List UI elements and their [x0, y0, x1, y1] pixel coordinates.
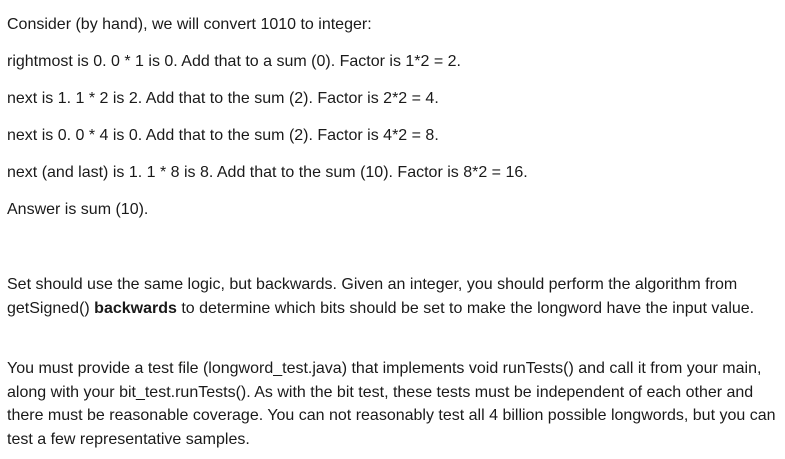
step-last: next (and last) is 1. 1 * 8 is 8. Add that to the sum (10). Factor is 8*2 = 16.	[7, 164, 528, 181]
set-paragraph-start: Set should use the same logic, but backwards. Given an integer, you should perform the algorithm from getSigned()	[7, 276, 738, 317]
step-second: next is 1. 1 * 2 is 2. Add that to the sum (2). Factor is 2*2 = 4.	[7, 90, 439, 107]
test-paragraph: You must provide a test file (longword_test.java) that implements void runTests() and call it from your main, along with your bit_test.runTests(). As with the bit test, these tests must be independent of each other and there must be reasonable coverage. You can not reasonably test all 4 billion possible longwords, but you can test a few representative samples.	[7, 360, 776, 448]
step-rightmost: rightmost is 0. 0 * 1 is 0. Add that to a sum (0). Factor is 1*2 = 2.	[7, 53, 461, 70]
intro-line: Consider (by hand), we will convert 1010 to integer:	[7, 16, 372, 33]
backwards-emphasis: backwards	[94, 299, 177, 317]
answer-line: Answer is sum (10).	[7, 201, 149, 218]
step-third: next is 0. 0 * 4 is 0. Add that to the sum (2). Factor is 4*2 = 8.	[7, 127, 439, 144]
set-paragraph	[7, 273, 779, 320]
set-paragraph-end: to determine which bits should be set to make the longword have the input value.	[176, 299, 755, 317]
